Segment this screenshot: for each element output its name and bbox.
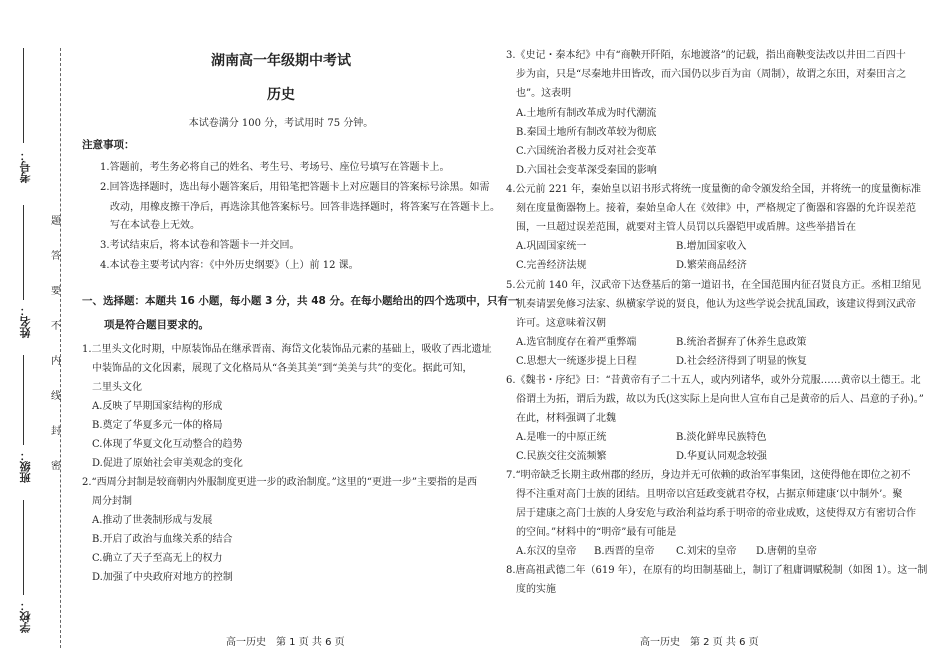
school-label: 学校： — [19, 600, 32, 633]
question-line: 俗谓土为拓，谓后为跋，故以为氏(这实际上是向世人宣布自己是黄帝的后人、昌意的子孙)。” — [516, 394, 924, 405]
note-line: 3.考试结束后，将本试卷和答题卡一并交回。 — [100, 240, 300, 251]
question-line: 3.《史记・秦本纪》中有“商鞅开阡陌，东地渡洛”的记载，指出商鞅变法改以井田二百四十 — [506, 50, 906, 61]
question-line: 度的实施 — [516, 584, 556, 595]
page-footer-1: 高一历史 第 1 页 共 6 页 — [226, 637, 345, 648]
name-line — [23, 205, 24, 300]
option: C.体现了华夏文化互动整合的趋势 — [92, 439, 243, 450]
note-line: 4.本试卷主要考试内容：《中外历史纲要》（上）前 12 课。 — [100, 260, 359, 271]
option: B.统治者摒弃了休养生息政策 — [676, 337, 807, 348]
option: B.增加国家收入 — [676, 241, 747, 252]
question-line: 步为亩，只是“尽秦地井田皆改，而六国仍以步百为亩（周制），故谓之东田，对秦田言之 — [516, 69, 907, 80]
option: B.秦国土地所有制改革较为彻底 — [516, 127, 657, 138]
seal-char: 要 — [51, 286, 61, 297]
option: C.刘宋的皇帝 — [676, 546, 737, 557]
option: D.唐朝的皇帝 — [756, 546, 817, 557]
question-line: 得不注重对高门士族的团结。且明帝以宫廷政变就君夺权，占据京师建康‘以中制外’。聚 — [516, 489, 903, 500]
class-line — [23, 355, 24, 445]
option: A.东汉的皇帝 — [516, 546, 577, 557]
seal-char: 题 — [51, 216, 61, 227]
question-line: 2.“西周分封制是较商朝内外服制度更进一步的政治制度。”这里的“更进一步”主要指的是西 — [82, 477, 477, 488]
note-line: 写在本试卷上无效。 — [110, 220, 200, 231]
option: A.巩固国家统一 — [516, 241, 587, 252]
option: D.加强了中央政府对地方的控制 — [92, 572, 233, 583]
exam-info: 本试卷满分 100 分，考试用时 75 分钟。 — [188, 118, 374, 129]
option: C.完善经济法规 — [516, 260, 587, 271]
seal-char: 线 — [51, 391, 61, 402]
question-line: 8.唐高祖武德二年（619 年），在原有的均田制基础上，制订了租庸调赋税制（如图 1）。这一制 — [506, 565, 928, 576]
question-line: 6.《魏书・序纪》曰：“昔黄帝有子二十五人，或内列诸华，或外分荒服……黄帝以土德王。北 — [506, 375, 921, 386]
seal-dashed-line — [60, 48, 61, 648]
option: A.土地所有制改革成为时代潮流 — [516, 108, 657, 119]
class-label: 班级： — [19, 450, 32, 483]
school-line — [23, 500, 24, 595]
question-line: 在此，材料强调了北魏 — [516, 413, 616, 424]
option: C.思想大一统逐步提上日程 — [516, 356, 637, 367]
section-heading-cont: 项是符合题目要求的。 — [104, 319, 209, 331]
notes-label: 注意事项： — [82, 139, 135, 151]
subject-title: 历史 — [267, 87, 295, 103]
question-line: 也”。这表明 — [516, 88, 572, 99]
question-line: 许可。这意味着汉朝 — [516, 318, 606, 329]
name-label: 姓名： — [19, 305, 32, 338]
question-line: 1.二里头文化时期，中原装饰品在继承晋南、海岱文化装饰品元素的基础上，吸收了西北遗址 — [82, 344, 492, 355]
option: A.选官制度存在着严重弊端 — [516, 337, 637, 348]
option: A.推动了世袭制形成与发展 — [92, 515, 213, 526]
question-line: 的空间。”材料中的“明帝”最有可能是 — [516, 527, 677, 538]
section-heading: 一、选择题：本题共 16 小题，每小题 3 分，共 48 分。在每小题给出的四个选项中，只有一 — [82, 295, 519, 307]
seal-char: 内 — [51, 356, 61, 367]
option: D.繁荣商品经济 — [676, 260, 747, 271]
option: B.西晋的皇帝 — [594, 546, 655, 557]
note-line: 改动，用橡皮擦干净后，再选涂其他答案标号。回答非选择题时，将答案写在答题卡上。 — [110, 202, 500, 213]
option: D.促进了原始社会审美观念的变化 — [92, 458, 243, 469]
seal-char: 答 — [51, 251, 61, 262]
question-line: 机奏请罢免修习法家、纵横家学说的贤良，他认为这些学说会扰乱国政，该建议得到汉武帝 — [516, 299, 916, 310]
option: D.华夏认同观念较强 — [676, 451, 767, 462]
question-line: 围，一旦超过误差范围，就要对主管人员罚以兵器铠甲或盾牌。这些举措旨在 — [516, 222, 856, 233]
note-line: 2.回答选择题时，选出每小题答案后，用铅笔把答题卡上对应题目的答案标号涂黑。如需 — [100, 182, 490, 193]
note-line: 1.答题前，考生务必将自己的姓名、考生号、考场号、座位号填写在答题卡上。 — [100, 162, 450, 173]
option: A.反映了早期国家结构的形成 — [92, 401, 223, 412]
question-line: 居于建康之高门士族的人身安危与政治利益均系于明帝的帝业成败，这使得双方有密切合作 — [516, 508, 916, 519]
question-line: 周分封制 — [92, 496, 132, 507]
question-line: 刻在度量衡器物上。接着，秦始皇命人在《效律》中，严格规定了衡器和容器的允许误差范 — [516, 203, 916, 214]
seal-char: 不 — [51, 321, 61, 332]
option: C.六国统治者极力反对社会变革 — [516, 146, 657, 157]
page-footer-2: 高一历史 第 2 页 共 6 页 — [640, 637, 759, 648]
question-line: 4.公元前 221 年，秦始皇以诏书形式将统一度量衡的命令颁发给全国，并将统一的度量衡标准 — [506, 184, 921, 195]
seal-char: 密 — [51, 461, 61, 472]
question-line: 二里头文化 — [92, 382, 142, 393]
option: C.确立了天子至高无上的权力 — [92, 553, 223, 564]
question-line: 7.“明帝缺乏长期主政州郡的经历，身边并无可依赖的政治军事集团，这使得他在即位之初不 — [506, 470, 911, 481]
option: B.奠定了华夏多元一体的格局 — [92, 420, 223, 431]
option: D.社会经济得到了明显的恢复 — [676, 356, 807, 367]
question-line: 5.公元前 140 年，汉武帝下达登基后的第一道诏书，在全国范围内征召贤良方正。丞相卫绾见 — [506, 280, 921, 291]
seal-char: 封 — [51, 426, 61, 437]
option: D.六国社会变革深受秦国的影响 — [516, 165, 657, 176]
option: A.是唯一的中原正统 — [516, 432, 607, 443]
option: B.淡化鲜卑民族特色 — [676, 432, 767, 443]
question-line: 中装饰品的文化因素，展现了文化格局从“各美其美”到“美美与共”的变化。据此可知， — [92, 363, 473, 374]
exam-no-line — [23, 48, 24, 143]
exam-no-label: 考号： — [19, 150, 32, 183]
binding-margin — [0, 0, 70, 672]
option: C.民族交往交流频繁 — [516, 451, 607, 462]
exam-title: 湖南高一年级期中考试 — [211, 53, 351, 69]
option: B.开启了政治与血缘关系的结合 — [92, 534, 233, 545]
